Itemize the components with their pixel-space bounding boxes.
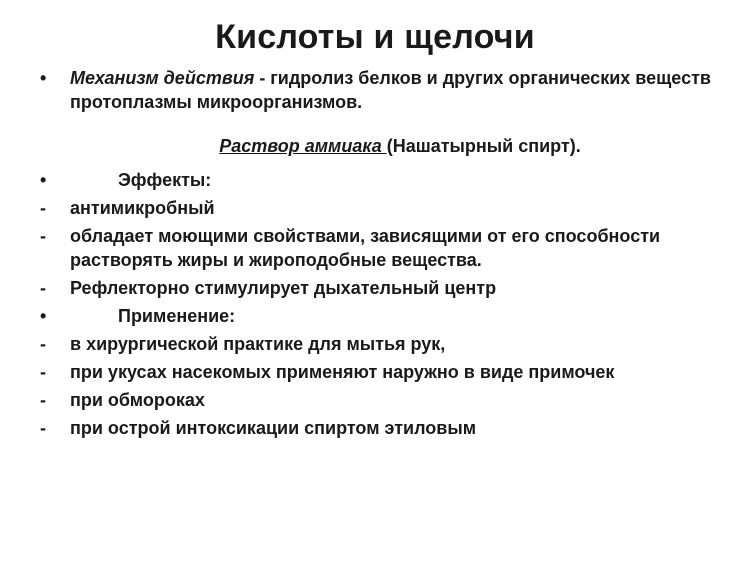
bullet-marker: • bbox=[40, 306, 47, 326]
application-item: при укусах насекомых применяют наружно в виде примочек bbox=[70, 362, 615, 382]
list-item bbox=[40, 196, 730, 220]
dash-marker: - bbox=[40, 278, 46, 298]
mechanism-text bbox=[70, 66, 730, 114]
application-item: в хирургической практике для мытья рук, bbox=[70, 334, 446, 354]
list-item bbox=[40, 276, 730, 300]
slide-content bbox=[40, 66, 730, 444]
application-heading-row bbox=[40, 304, 730, 328]
bullet-marker: • bbox=[40, 170, 47, 190]
effect-item: обладает моющими свойствами, зависящими от его способности растворять жиры и жироподобные вещества. bbox=[70, 226, 661, 270]
mechanism-label: Механизм действия bbox=[70, 68, 255, 88]
dash-marker: - bbox=[40, 334, 46, 354]
mechanism-row bbox=[40, 66, 730, 114]
bullet-marker: • bbox=[40, 68, 47, 88]
dash-marker: - bbox=[40, 362, 46, 382]
application-item: при обмороках bbox=[70, 390, 205, 410]
application-item: при острой интоксикации спиртом этиловым bbox=[70, 418, 477, 438]
mechanism-description: - гидролиз белков и других органических веществ протоплазмы микроорганизмов. bbox=[70, 68, 711, 112]
solution-line bbox=[40, 134, 730, 158]
list-item bbox=[40, 224, 730, 272]
list-item bbox=[40, 360, 730, 384]
solution-label: Раствор аммиака bbox=[219, 136, 387, 156]
effects-heading: Эффекты: bbox=[118, 170, 212, 190]
application-heading: Применение: bbox=[118, 306, 236, 326]
slide-title: Кислоты и щелочи bbox=[215, 18, 535, 56]
effect-item: антимикробный bbox=[70, 198, 215, 218]
solution-text: (Нашатырный спирт). bbox=[386, 136, 581, 156]
effect-item: Рефлекторно стимулирует дыхательный центр bbox=[70, 278, 497, 298]
list-item bbox=[40, 332, 730, 356]
dash-marker: - bbox=[40, 418, 46, 438]
dash-marker: - bbox=[40, 390, 46, 410]
list-item bbox=[40, 388, 730, 412]
dash-marker: - bbox=[40, 198, 46, 218]
dash-marker: - bbox=[40, 226, 46, 246]
effects-heading-row bbox=[40, 168, 730, 192]
list-item bbox=[40, 416, 730, 440]
